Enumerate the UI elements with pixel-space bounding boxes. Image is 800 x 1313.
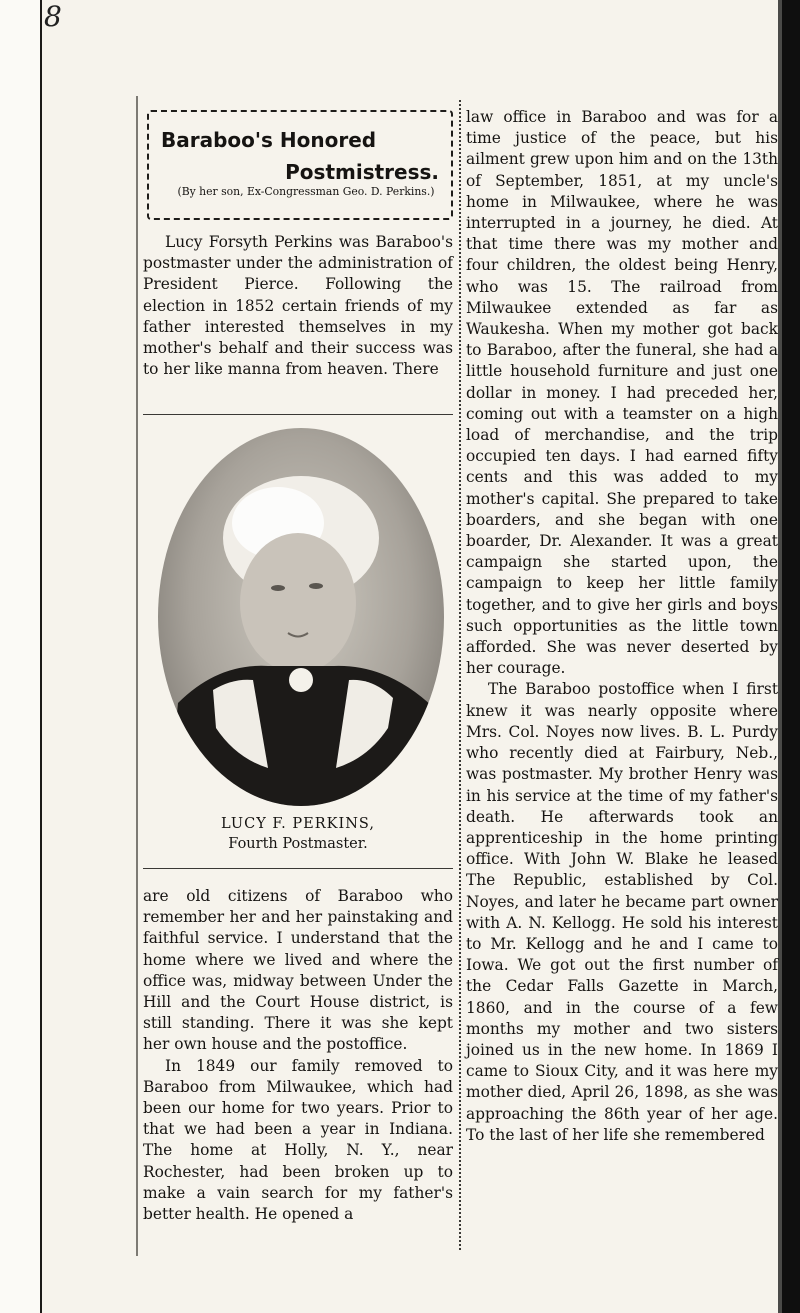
clipping-edge [136, 96, 138, 1256]
paragraph: law office in Baraboo and was for a time justice of the peace, but his ailment grew upon him and on the 13th of September, 1851, at my uncle's home in Milwaukee, where he was interrupted in a journey, he died. At that time there was my mother and four children, the oldest being Henry, who was 15. The railroad from Milwaukee extended as far as Waukesha. When my mother got back to Baraboo, after the funeral, she had a little household furniture and just one dollar in money. I had preceded her, coming out with a teamster on a high load of merchandise, and the trip occupied ten days. I had earned fifty cents and this was added to my mother's capital. She prepared to take boarders, and she began with one boarder, Dr. Alexander. It was a great campaign she started upon, the campaign to keep her little family together, and to give her girls and boys such opportunities as the little town afforded. She was never deserted by her courage. [466, 108, 778, 678]
paragraph: Lucy Forsyth Perkins was Baraboo's postmaster under the administration of President Pierce. Following the election in 1852 certain friends of my father interested themselves in my mother's behalf and their success was to her like manna from heaven. There [143, 233, 453, 379]
paragraph: In 1849 our family removed to Baraboo from Milwaukee, which had been our home for two years. Prior to that we had been a year in Indiana. The home at Holly, N. Y., near Rochester, had been broken up to make a vain search for my father's better health. He opened a [143, 1056, 453, 1224]
paragraph: are old citizens of Baraboo who remember her and her painstaking and faithful service. I understand that the home where we lived and where the office was, midway between Under the Hill and the Court House district, is still standing. There it was she kept her own house and the postoffice. [143, 887, 453, 1054]
photo-rule-top [143, 414, 453, 415]
photo-rule-bottom [143, 868, 453, 869]
byline: (By her son, Ex-Congressman Geo. D. Perkins.) [177, 185, 435, 198]
caption-title: Fourth Postmaster. [228, 836, 368, 852]
scan-edge-shadow [782, 0, 800, 1313]
column-rule [459, 100, 461, 1250]
headline-box [147, 110, 453, 220]
portrait-photo [158, 428, 444, 806]
scrapbook-margin [0, 0, 42, 1313]
portrait-icon [158, 428, 444, 806]
caption-name: LUCY F. PERKINS, [221, 816, 375, 832]
article-column-left-top [143, 232, 453, 380]
article-column-left-bottom [143, 886, 453, 1225]
paragraph: The Baraboo postoffice when I first knew it was nearly opposite where Mrs. Col. Noyes now lives. B. L. Purdy who recently died at Fairbury, Neb., was postmaster. My brother Henry was in his service at the time of my father's death. He afterwards took an apprenticeship in the home printing office. With John W. Blake he leased The Republic, established by Col. Noyes, and later he became part owner with A. N. Kellogg. He sold his interest to Mr. Kellogg and he and I came to Iowa. We got out the first number of the Cedar Falls Gazette in March, 1860, and in the course of a few months my mother and two sisters joined us in the new home. In 1869 I came to Sioux City, and it was here my mother died, April 26, 1898, as she was approaching the 86th year of her age. To the last of her life she remembered [466, 680, 778, 1144]
article-column-right [466, 107, 778, 1146]
headline-line-1: Baraboo's Honored [161, 128, 377, 152]
headline-line-2: Postmistress. [285, 160, 439, 184]
page-number: 8 [44, 0, 62, 33]
